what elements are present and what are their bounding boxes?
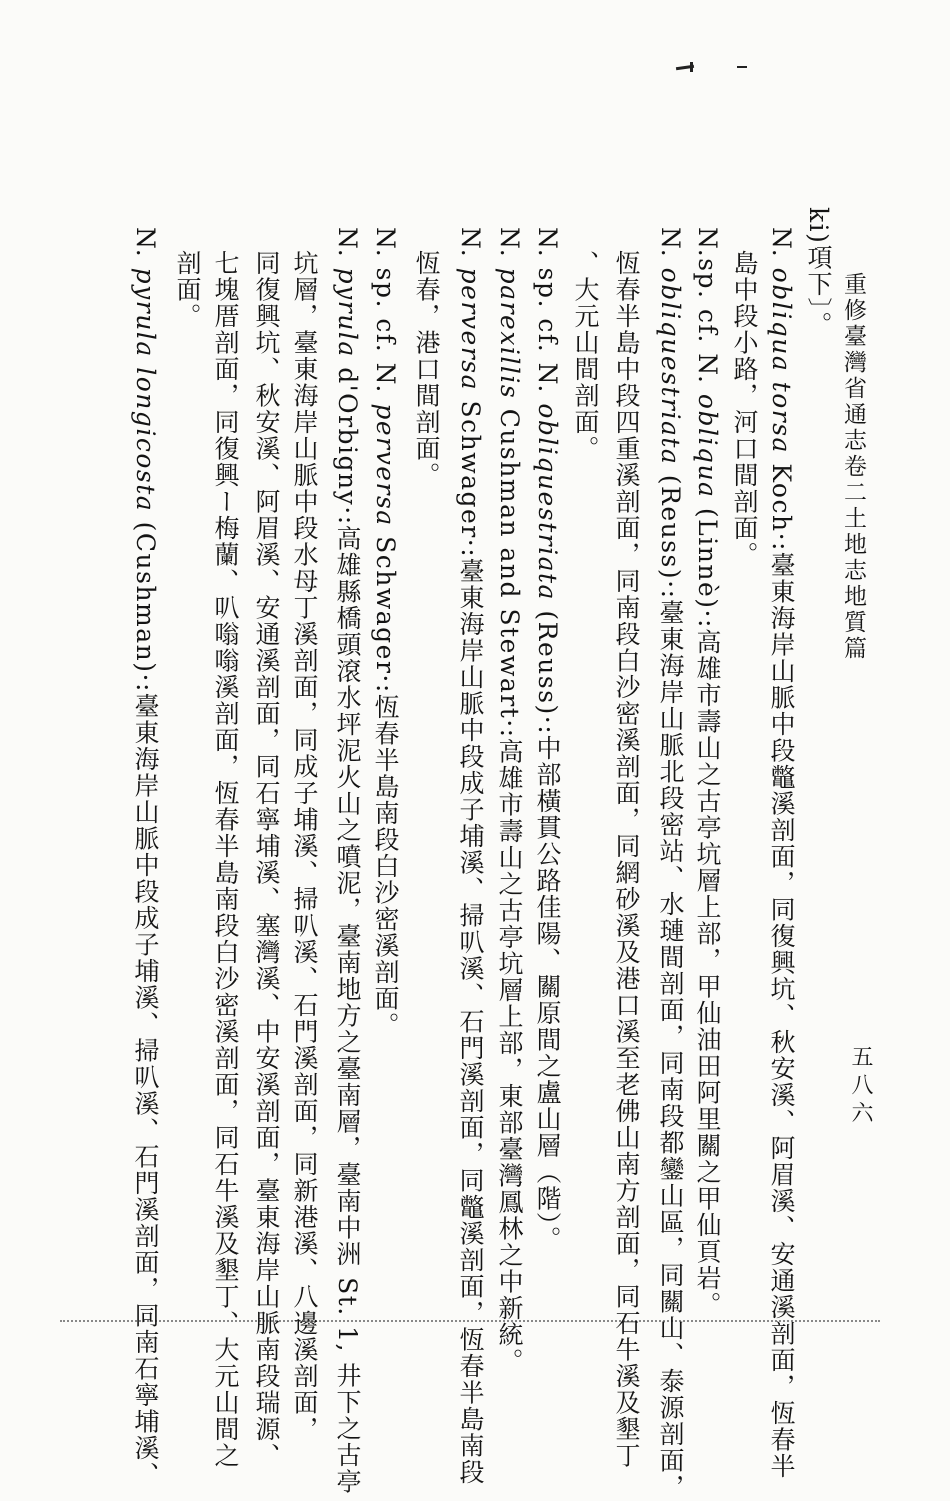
text-column-17 [170,250,204,330]
column-text: N. sp. cf. N. [371,227,400,404]
column-text: 剖面。 [173,250,202,330]
text-column-2 [764,227,798,1479]
taxon-name: obliquestriata [656,267,685,466]
taxon-name: obliquestriata [533,403,562,601]
text-column-5 [653,227,687,1501]
taxon-name: perversa [371,403,400,527]
taxon-name: obliqua torsa [767,267,796,454]
text-column-15 [249,250,283,1469]
text-column-9 [492,227,526,1375]
column-text: N. [495,227,524,268]
column-text: N. [656,227,685,268]
column-text: N. [333,227,362,268]
column-text: 七塊厝剖面，同復興ー梅蘭、叭嗡嗡溪剖面，恆春半島南段白沙密溪剖面，同石牛溪及墾丁、大元山間之 [211,250,240,1469]
column-text: N. [131,227,160,268]
book-title: 重修臺灣省通志卷二土地志地質篇 [840,272,866,662]
text-column-7 [568,250,602,462]
taxon-name: pyrula [333,267,362,358]
column-text: 坑層，臺東海岸山脈中段水母丁溪剖面，同成子埔溪、掃叭溪、石門溪剖面，同新港溪、八邊溪剖面， [290,250,319,1443]
taxon-name: parexillis [495,267,524,400]
text-column-10 [453,227,487,1486]
scan-mark [737,66,747,68]
text-column-14 [287,250,321,1443]
column-text: ki)項下〕。 [804,207,833,338]
text-column-1 [801,207,835,338]
scan-mark [690,62,693,72]
column-text: 恆春半島中段四重溪剖面，同南段白沙密溪剖面，同網砂溪及港口溪至老佛山南方剖面，同石牛溪及墾丁 [612,250,641,1469]
column-text: Koch·:臺東海岸山脈中段鼈溪剖面，同復興坑、秋安溪、阿眉溪、安通溪剖面，恆春半 [767,453,796,1480]
column-text: N.sp. cf. N. [693,227,722,394]
column-text: N. [456,227,485,268]
text-column-4 [690,227,724,1318]
column-text: (Reuss)·:中部橫貫公路佳陽、關原間之盧山層（階）。 [533,600,562,1253]
column-text: Cushman and Stewart·:高雄市壽山之古亭坑層上部，東部臺灣鳳林之中新統。 [495,399,524,1375]
text-column-3 [727,250,761,568]
column-text: d'Orbigny·:高雄縣橋頭滾水坪泥火山之噴泥，臺南地方之臺南層，臺南中洲 St. 1, 井下之古亭 [333,357,362,1495]
column-text: Schwager·:恆春半島南段白沙密溪剖面。 [371,526,400,1039]
taxon-name: perversa [456,267,485,392]
column-text: N. [767,227,796,268]
column-text: Schwager·:臺東海岸山脈中段成子埔溪、掃叭溪、石門溪剖面，同鼈溪剖面，恆春半島南段 [456,391,485,1486]
column-text: N. sp. cf. N. [533,227,562,404]
text-column-13 [330,227,364,1495]
taxon-name: pyrula longicosta [131,267,160,513]
taxon-name: obliqua [693,393,722,499]
column-text: 、大元山間剖面。 [571,250,600,462]
column-text: 島中段小路，河口間剖面。 [730,250,759,568]
text-column-18 [128,227,162,1488]
text-column-6 [609,250,643,1469]
text-column-16 [208,250,242,1469]
column-text: (Linnè)·:高雄市壽山之古亭坑層上部，甲仙油田阿里關之甲仙頁岩。 [693,498,722,1318]
column-text: (Reuss)·:臺東海岸山脈北段密站、水璉間剖面，同南段都鑾山區，同關山、泰源剖面， [656,465,685,1501]
text-column-12 [368,227,402,1038]
text-column-11 [409,250,443,489]
column-text: 恆春，港口間剖面。 [412,250,441,489]
page-number: 五八六 [848,1045,873,1129]
column-text: (Cushman)·:臺東海岸山脈中段成子埔溪、掃叭溪、石門溪剖面，同南石寧埔溪、 [131,512,160,1488]
column-text: 同復興坑、秋安溪、阿眉溪、安通溪剖面，同石寧埔溪、塞灣溪、中安溪剖面，臺東海岸山脈南段瑞源、 [252,250,281,1469]
text-column-8 [530,227,564,1253]
